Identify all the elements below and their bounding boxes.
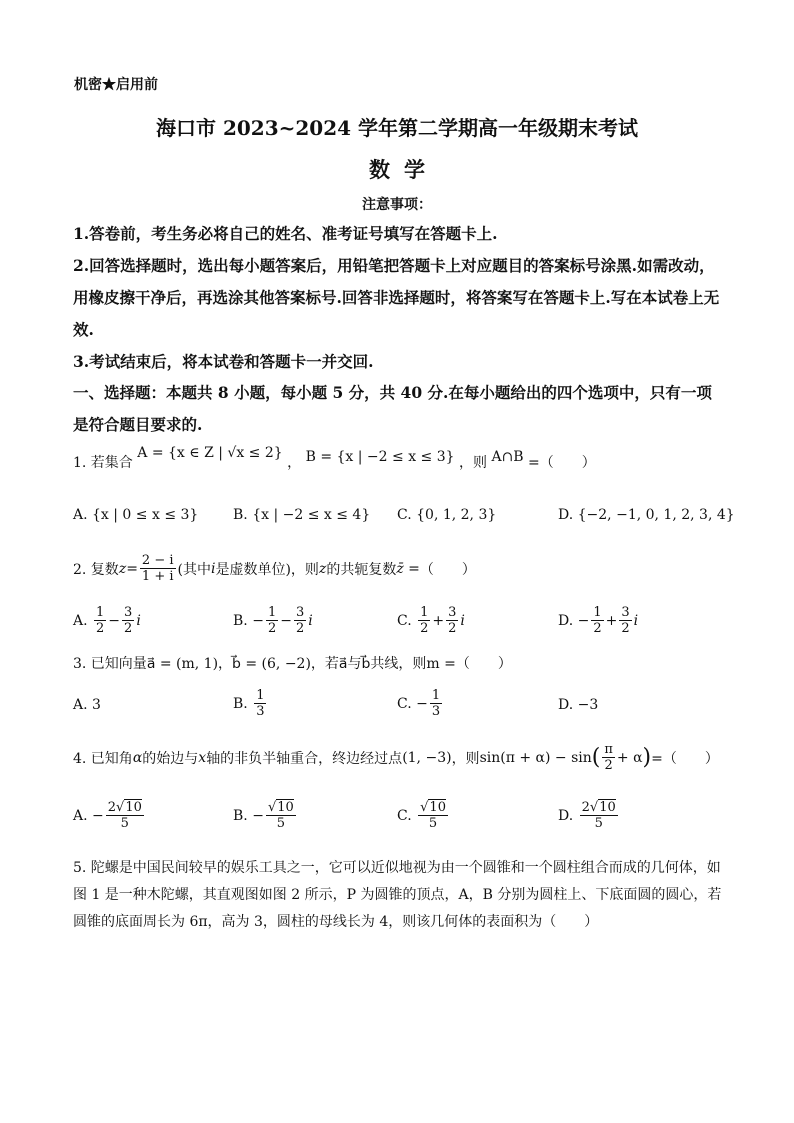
q1-option-d: D. {−2, −1, 0, 1, 2, 3, 4}: [558, 507, 735, 523]
section-1-heading: 一、选择题：本题共 8 小题，每小题 5 分，共 40 分.在每小题给出的四个选项中，只有一项是符合题目要求的.: [73, 383, 712, 434]
q4-option-d: D. $\frac{2√10}{5}$: [558, 800, 616, 831]
q1-option-a: A. {x | 0 ≤ x ≤ 3}: [73, 507, 199, 523]
question-4: 4. 已知角 α 的始边与 x 轴的非负半轴重合，终边经过点 (1, −3) ，则 sin(π + α) − sin ( $\frac{\pi}{2}$ + α ) =（ ）: [73, 742, 719, 773]
q2-option-a: A. $\frac{1}{2}$ − $\frac{3}{2}$ i: [73, 605, 141, 636]
q1-end: =（ ）: [528, 455, 596, 471]
note-2: 2.回答选择题时，选出每小题答案后，用铅笔把答题卡上对应题目的答案标号涂黑.如需改动，用橡皮擦干净后，再选涂其他答案标号.回答非选择题时，将答案写在答题卡上.写在本试卷上无效.: [73, 256, 720, 339]
q1-comma: ，: [287, 455, 302, 471]
question-1: [73, 445, 596, 472]
confidential-label: 机密★启用前: [74, 77, 158, 93]
note-3: 3.考试结束后，将本试卷和答题卡一并交回.: [73, 352, 374, 371]
q4-option-a: A. − $\frac{2√10}{5}$: [73, 800, 142, 831]
question-2: 2. 复数 z= $\frac{2 - i}{1 + i}$ (其中 i 是虚数单位)，则 z 的共轭复数 z̄ = （ ）: [73, 553, 476, 584]
subject-title: 数学: [369, 157, 439, 182]
q3-option-c: C. − $\frac{1}{3}$: [397, 688, 441, 719]
question-3: 3. 已知向量a⃗ = (m, 1)，b⃗ = (6, −2)，若a⃗与b⃗共线，则m =（ ）: [73, 656, 512, 672]
q1-expr: A∩B: [491, 449, 524, 465]
q1-option-b: B. {x | −2 ≤ x ≤ 4}: [233, 507, 371, 523]
q2-option-c: C. $\frac{1}{2}$ + $\frac{3}{2}$ i: [397, 605, 465, 636]
q4-option-b: B. − $\frac{√10}{5}$: [233, 800, 294, 831]
q4-option-c: C. $\frac{√10}{5}$: [397, 800, 446, 831]
q1-prefix: 1. 若集合: [73, 455, 133, 471]
exam-title: 海口市 2023~2024 学年第二学期高一年级期末考试: [155, 116, 638, 140]
q2-option-b: B. − $\frac{1}{2}$ − $\frac{3}{2}$ i: [233, 605, 313, 636]
q1-option-c: C. {0, 1, 2, 3}: [397, 507, 497, 523]
q1-set-b: B = {x | −2 ≤ x ≤ 3}: [305, 449, 455, 465]
q1-mid: ，则: [459, 455, 487, 471]
question-5: 5. 陀螺是中国民间较早的娱乐工具之一，它可以近似地视为由一个圆锥和一个圆柱组合而成的几何体，如图 1 是一种木陀螺，其直观图如图 2 所示，P 为圆锥的顶点，A，B 分别为圆柱上、下底面圆的圆心，若圆锥的底面周长为 6π，高为 3，圆柱的母线长为 4，则该几何体的表面积为（ ）: [73, 860, 722, 930]
q2-option-d: D. − $\frac{1}{2}$ + $\frac{3}{2}$ i: [558, 605, 639, 636]
notes-heading: 注意事项：: [362, 197, 432, 213]
q3-option-d: D. −3: [558, 697, 599, 713]
note-1: 1.答卷前，考生务必将自己的姓名、准考证号填写在答题卡上.: [73, 224, 498, 243]
q3-option-b: B. $\frac{1}{3}$: [233, 688, 265, 719]
q1-set-a: A = {x ∈ Z | √x ≤ 2}: [137, 445, 283, 461]
q3-option-a: A. 3: [73, 697, 101, 713]
